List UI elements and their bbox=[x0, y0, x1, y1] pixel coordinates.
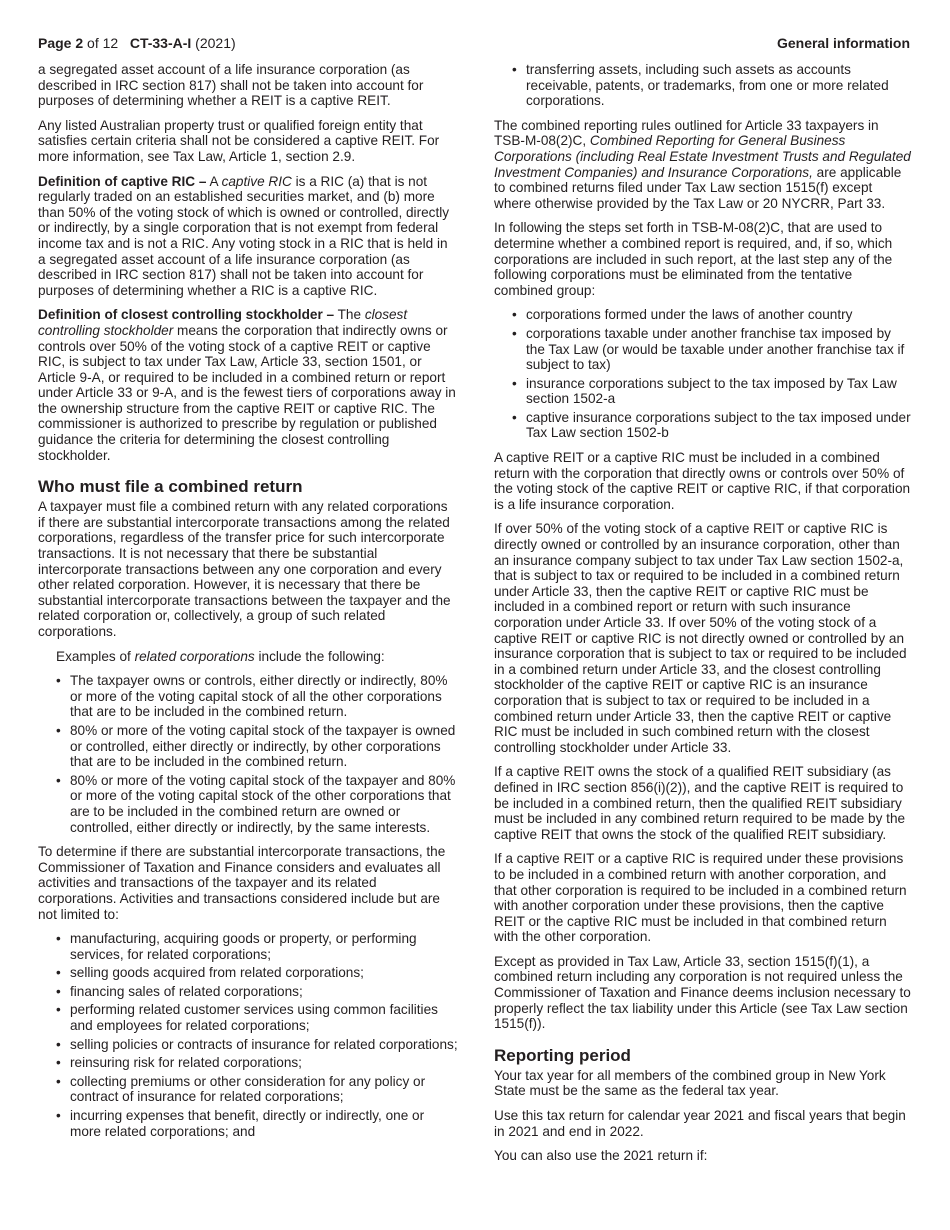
list-item: • performing related customer services using common facilities and employees for related corporations; bbox=[38, 1002, 458, 1033]
combined-reporting-rules: The combined reporting rules outlined for Article 33 taxpayers in TSB-M-08(2)C, Combined Reporting for General Business Corporations (including Real Estate Investment Trusts and Regulated Investment Companies) and Insurance Corporations, are applicable to combined returns filed under Tax Law section 1515(f) except where otherwise provided by the Tax Law or 20 NYCRR, Part 33. bbox=[494, 117, 911, 211]
page-header bbox=[38, 35, 910, 51]
section-title: General information bbox=[776, 35, 910, 51]
paragraph: A captive REIT or a captive RIC must be included in a combined return with the corporation that directly owns or controls over 50% of the voting stock of the captive REIT or captive RIC, if that corporation is a life insurance corporation. bbox=[494, 450, 911, 512]
term: closest controlling stockholder bbox=[38, 307, 408, 338]
form-year: (2021) bbox=[191, 35, 236, 51]
page-number: Page 2 bbox=[38, 35, 84, 51]
paragraph: In following the steps set forth in TSB-M-08(2)C, that are used to determine whether a combined report is required, and, if so, which corporations are included in such report, at the last step any of the following corporations must be eliminated from the tentative combined group: bbox=[494, 220, 893, 298]
paragraph: You can also use the 2021 return if: bbox=[494, 1148, 708, 1164]
activities-list bbox=[38, 931, 458, 1139]
paragraph: If a captive REIT owns the stock of a qualified REIT subsidiary (as defined in IRC section 856(i)(2)), and the captive REIT is required to be included in a combined return, then the qualified REIT subsidiary must be included in any combined return required to be made by the captive REIT that owns the stock of the qualified REIT subsidiary. bbox=[494, 764, 906, 842]
list-item: • 80% or more of the voting capital stock of the taxpayer is owned or controlled, either directly or indirectly, by other corporations that are to be included in the combined return. bbox=[38, 723, 458, 770]
list-item: • transferring assets, including such assets as accounts receivable, patents, or trademarks, from one or more related corporations. bbox=[494, 62, 912, 109]
left-column bbox=[38, 62, 458, 1148]
activities-list-continued bbox=[494, 62, 912, 109]
publication-title: Combined Reporting for General Business Corporations (including Real Estate Investment Trusts and Regulated Investment Companies) and Insurance Corporations, bbox=[494, 133, 911, 180]
paragraph: Except as provided in Tax Law, Article 33, section 1515(f)(1), a combined return including any corporation is not required unless the Commissioner of Taxation and Finance deems inclusion necessary to properly reflect the tax liability under this Article (see Tax Law section 1515(f)). bbox=[494, 953, 911, 1032]
examples-list bbox=[38, 673, 458, 835]
list-item: • selling goods acquired from related corporations; bbox=[38, 965, 458, 981]
list-item: • The taxpayer owns or controls, either directly or indirectly, 80% or more of the voting capital stock of all the other corporations that are to be included in the combined return. bbox=[38, 673, 458, 720]
term: captive RIC bbox=[221, 173, 292, 189]
list-item: • collecting premiums or other consideration for any policy or contract of insurance for related corporations; bbox=[38, 1074, 458, 1105]
form-id: CT-33-A-I bbox=[129, 35, 192, 51]
list-item: • manufacturing, acquiring goods or property, or performing services, for related corporations; bbox=[38, 931, 458, 962]
paragraph: Any listed Australian property trust or qualified foreign entity that satisfies certain criteria shall not be considered a captive REIT. For more information, see Tax Law, Article 1, section 2.9. bbox=[38, 117, 440, 164]
list-item: • insurance corporations subject to the tax imposed by Tax Law section 1502-a bbox=[494, 376, 912, 407]
paragraph: A taxpayer must file a combined return with any related corporations if there are substantial intercorporate transactions among the related corporations, regardless of the transfer price for such intercorporate transactions. It is not necessary that there be substantial intercorporate transactions between any one corporation and every other related corporation. However, it is necessary that there be substantial intercorporate transactions between the taxpayer and the related corporation or, collectively, a group of such related corporations. bbox=[38, 499, 451, 639]
list-item: • corporations formed under the laws of another country bbox=[494, 307, 912, 323]
captive-ric-definition: Definition of captive RIC – A captive RIC is a RIC (a) that is not regularly traded on an established securities market, and (b) more than 50% of the voting stock of which is owned or controlled, directly or indirectly, by a single corporation that is not exempt from federal income tax and is not a RIC. Any voting stock in a RIC that is held in a segregated asset account of a life insurance corporation (as described in IRC section 817) shall not be taken into account for purposes of determining whether a RIC is a captive RIC. bbox=[38, 173, 450, 298]
term-heading: Definition of closest controlling stockholder – bbox=[38, 307, 335, 323]
paragraph: If over 50% of the voting stock of a captive REIT or captive RIC is directly owned or controlled by an insurance corporation, other than an insurance company subject to tax under Tax Law section 1502-a, that is subject to tax or required to be included in a combined return under Article 33, then the captive REIT or captive RIC must be included in a combined report or return with such insurance corporation under Article 33. If over 50% of the voting stock of a captive REIT or captive RIC is not directly owned or controlled by an insurance corporation that is subject to tax or required to be included in a combined return under Article 33, and the closest controlling stockholder of the captive REIT or captive RIC is an insurance corporation that is subject to tax or required to be included in a combined return under Article 33, then the captive REIT or captive RIC must be included in such combined return with the closest controlling stockholder under Article 33. bbox=[494, 521, 907, 755]
examples-intro: Examples of related corporations include the following: bbox=[56, 648, 385, 664]
paragraph: Use this tax return for calendar year 2021 and fiscal years that begin in 2021 and end in 2022. bbox=[494, 1108, 906, 1139]
page-total: of 12 bbox=[83, 35, 119, 51]
list-item: • reinsuring risk for related corporations; bbox=[38, 1055, 458, 1071]
list-item: • selling policies or contracts of insurance for related corporations; bbox=[38, 1037, 458, 1053]
right-column bbox=[494, 62, 912, 1173]
eliminated-corporations-list bbox=[494, 307, 912, 441]
term-heading: Definition of captive RIC – bbox=[38, 173, 207, 189]
list-item: • financing sales of related corporations; bbox=[38, 984, 458, 1000]
list-item: • corporations taxable under another franchise tax imposed by the Tax Law (or would be taxable under another franchise tax if subject to tax) bbox=[494, 326, 912, 373]
header-left bbox=[38, 35, 236, 51]
list-item: • 80% or more of the voting capital stock of the taxpayer and 80% or more of the voting capital stock of the other corporations that are to be included in the combined return are owned or controlled, either directly or indirectly, by the same interests. bbox=[38, 773, 458, 835]
term: related corporations bbox=[134, 648, 255, 664]
closest-stockholder-definition: Definition of closest controlling stockholder – The closest controlling stockholder means the corporation that indirectly owns or controls over 50% of the voting stock of a captive REIT or captive RIC, is subject to tax under Tax Law, Article 33, section 1501, or Article 9-A, or required to be included in a combined return or report under Article 33 or 9-A, and is the fewest tiers of corporations away in the ownership structure from the captive REIT or captive RIC. The commissioner is authorized to prescribe by regulation or published guidance the criteria for determining the closest controlling stockholder. bbox=[38, 307, 456, 463]
list-item: • captive insurance corporations subject to the tax imposed under Tax Law section 1502-b bbox=[494, 410, 912, 441]
paragraph: If a captive REIT or a captive RIC is required under these provisions to be included in a combined return with another corporation, and that other corporation is required to be included in a combined return with another corporation under these provisions, then the captive REIT or the captive RIC must be included in that combined return with the other corporation. bbox=[494, 851, 907, 945]
section-heading-reporting-period: Reporting period bbox=[494, 1045, 631, 1065]
paragraph: a segregated asset account of a life insurance corporation (as described in IRC section 817) shall not be taken into account for purposes of determining whether a REIT is a captive REIT. bbox=[38, 62, 424, 109]
paragraph: To determine if there are substantial intercorporate transactions, the Commissioner of Taxation and Finance considers and evaluates all activities and transactions of the taxpayer and its related corporations. Activities and transactions considered include but are not limited to: bbox=[38, 844, 446, 922]
paragraph: Your tax year for all members of the combined group in New York State must be the same as the federal tax year. bbox=[494, 1067, 886, 1099]
list-item: • incurring expenses that benefit, directly or indirectly, one or more related corporations; and bbox=[38, 1108, 458, 1139]
section-heading-who-must-file: Who must file a combined return bbox=[38, 477, 303, 497]
